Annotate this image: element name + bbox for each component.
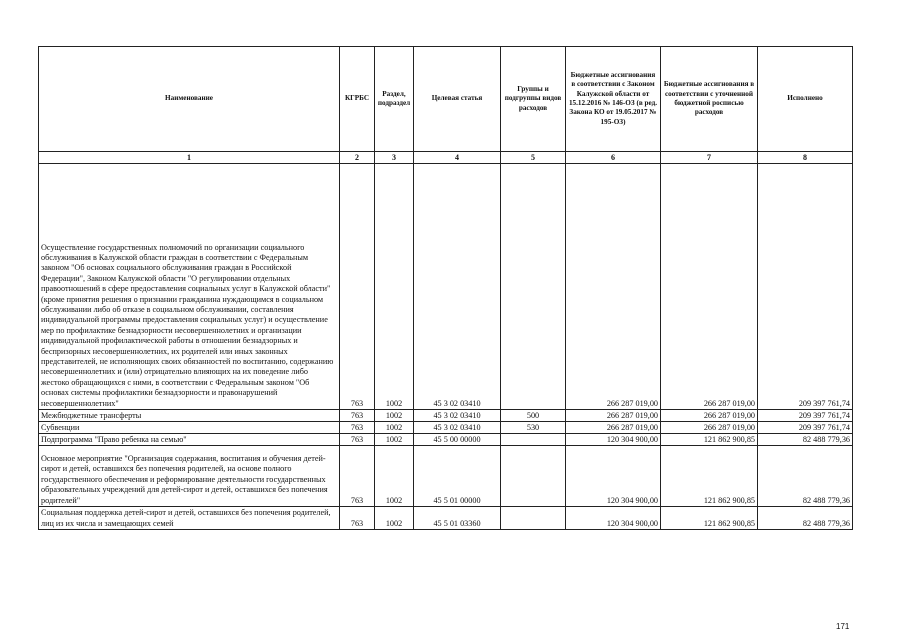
- row-razdel: 1002: [375, 507, 414, 530]
- row-razdel: 1002: [375, 422, 414, 434]
- row-vid: [501, 446, 566, 507]
- row-statya: 45 5 01 00000: [414, 446, 501, 507]
- column-number: 8: [758, 152, 853, 164]
- header-executed: Исполнено: [758, 47, 853, 152]
- row-refined-allocation: 266 287 019,00: [661, 410, 758, 422]
- header-refined-allocation: Бюджетные ассигнования в соответствии с уточненной бюджетной росписью расходов: [661, 47, 758, 152]
- row-refined-allocation: 121 862 900,85: [661, 434, 758, 446]
- header-name: Наименование: [39, 47, 340, 152]
- row-executed: 82 488 779,36: [758, 446, 853, 507]
- row-executed: 209 397 761,74: [758, 410, 853, 422]
- budget-table: [38, 46, 853, 530]
- row-law-allocation: 266 287 019,00: [566, 422, 661, 434]
- row-name: Субвенции: [39, 422, 340, 434]
- table-row: [39, 164, 853, 410]
- row-refined-allocation: 121 862 900,85: [661, 507, 758, 530]
- column-number: 1: [39, 152, 340, 164]
- row-vid: [501, 434, 566, 446]
- row-name: Подпрограмма "Право ребенка на семью": [39, 434, 340, 446]
- row-statya: 45 5 01 03360: [414, 507, 501, 530]
- row-vid: [501, 507, 566, 530]
- row-kgrbs: 763: [340, 446, 375, 507]
- row-statya: 45 3 02 03410: [414, 410, 501, 422]
- header-kgrbs: КГРБС: [340, 47, 375, 152]
- row-kgrbs: 763: [340, 434, 375, 446]
- row-law-allocation: 120 304 900,00: [566, 446, 661, 507]
- row-name: Осуществление государственных полномочий по организации социального обслуживания в Калужской области граждан в соответствии с Федеральным законом "Об основах социального обслуживания граждан в Российской Федерации", Законом Калужской области "О регулировании отдельных правоотношений в сфере предоставления социальных услуг в Калужской области" (кроме принятия решения о признании гражданина нуждающимся в социальном обслуживании либо об отказе в социальном обслуживании, составления индивидуальной программы предоставления социальных услуг) и осуществление мер по профилактике безнадзорности несовершеннолетних и организации индивидуальной профилактической работы в отношении безнадзорных и беспризорных несовершеннолетних, их родителей или иных законных представителей, не исполняющих своих обязанностей по воспитанию, содержанию несовершеннолетних и (или) отрицательно влияющих на их поведение либо жестоко обращающихся с ними, в соответствии с Федеральным законом "Об основах системы профилактики безнадзорности и правонарушений несовершеннолетних": [39, 164, 340, 410]
- row-razdel: 1002: [375, 446, 414, 507]
- row-kgrbs: 763: [340, 410, 375, 422]
- row-name: Межбюджетные трансферты: [39, 410, 340, 422]
- header-statya: Целевая статья: [414, 47, 501, 152]
- row-statya: 45 3 02 03410: [414, 422, 501, 434]
- column-number: 6: [566, 152, 661, 164]
- row-executed: 82 488 779,36: [758, 434, 853, 446]
- table-row: [39, 507, 853, 530]
- row-law-allocation: 120 304 900,00: [566, 434, 661, 446]
- column-number: 3: [375, 152, 414, 164]
- row-law-allocation: 266 287 019,00: [566, 164, 661, 410]
- row-vid: 530: [501, 422, 566, 434]
- page-number: 171: [836, 622, 850, 631]
- row-vid: [501, 164, 566, 410]
- row-law-allocation: 266 287 019,00: [566, 410, 661, 422]
- row-refined-allocation: 121 862 900,85: [661, 446, 758, 507]
- header-law-allocation: Бюджетные ассигнования в соответствии с Законом Калужской области от 15.12.2016 № 146-ОЗ (в ред. Закона КО от 19.05.2017 № 195-ОЗ): [566, 47, 661, 152]
- row-razdel: 1002: [375, 434, 414, 446]
- row-executed: 209 397 761,74: [758, 422, 853, 434]
- row-name: Социальная поддержка детей-сирот и детей, оставшихся без попечения родителей, лиц из их числа и замещающих семей: [39, 507, 340, 530]
- row-kgrbs: 763: [340, 507, 375, 530]
- column-number: 4: [414, 152, 501, 164]
- table-row: [39, 446, 853, 507]
- row-vid: 500: [501, 410, 566, 422]
- column-number-row: [39, 152, 853, 164]
- row-name: Основное мероприятие "Организация содержания, воспитания и обучения детей-сирот и детей, оставшихся без попечения родителей, на основе полного государственного обеспечения и реформирование деятельности государственных образовательных учреждений для детей-сирот и детей, оставшихся без попечения родителей": [39, 446, 340, 507]
- row-law-allocation: 120 304 900,00: [566, 507, 661, 530]
- row-kgrbs: 763: [340, 164, 375, 410]
- row-statya: 45 5 00 00000: [414, 434, 501, 446]
- row-razdel: 1002: [375, 410, 414, 422]
- column-number: 7: [661, 152, 758, 164]
- row-refined-allocation: 266 287 019,00: [661, 164, 758, 410]
- column-number: 2: [340, 152, 375, 164]
- column-number: 5: [501, 152, 566, 164]
- table-row: [39, 410, 853, 422]
- header-vid: Группы и подгруппы видов расходов: [501, 47, 566, 152]
- row-razdel: 1002: [375, 164, 414, 410]
- header-razdel: Раздел, подраздел: [375, 47, 414, 152]
- table-row: [39, 434, 853, 446]
- row-kgrbs: 763: [340, 422, 375, 434]
- table-row: [39, 422, 853, 434]
- header-row: [39, 47, 853, 152]
- row-executed: 209 397 761,74: [758, 164, 853, 410]
- row-statya: 45 3 02 03410: [414, 164, 501, 410]
- row-executed: 82 488 779,36: [758, 507, 853, 530]
- row-refined-allocation: 266 287 019,00: [661, 422, 758, 434]
